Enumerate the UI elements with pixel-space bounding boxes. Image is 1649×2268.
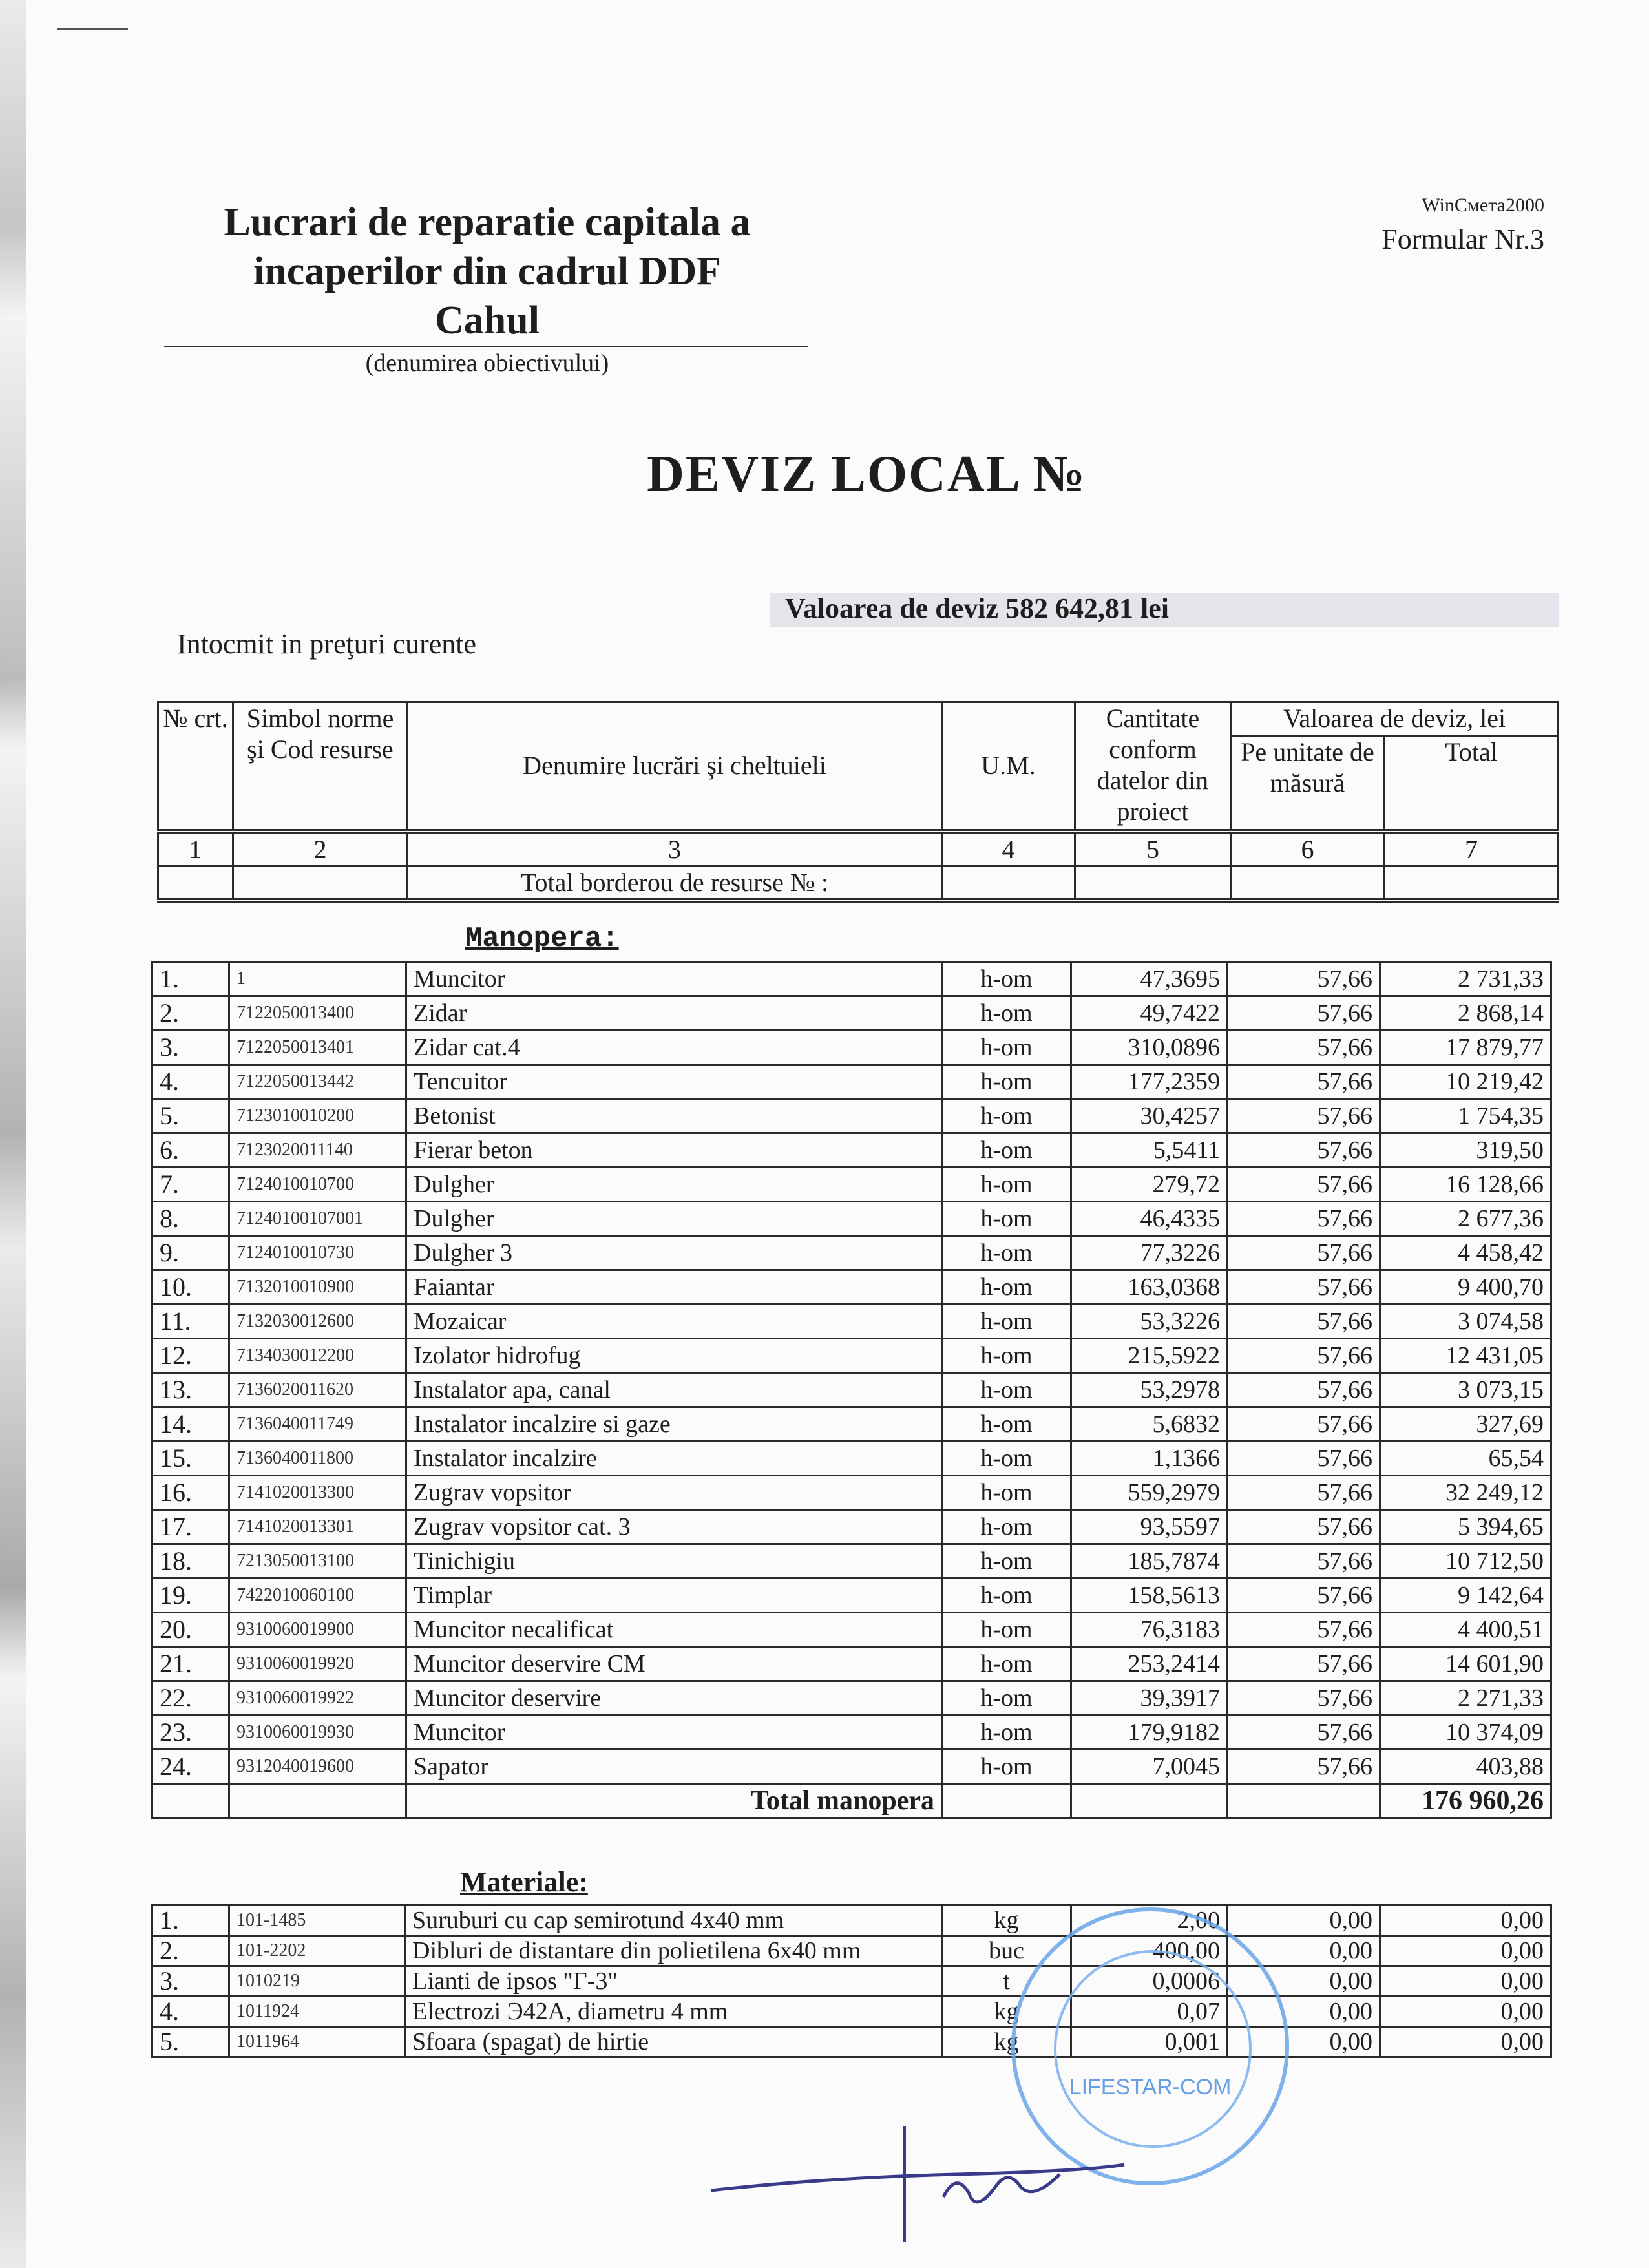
- total-value: 17 879,77: [1380, 1031, 1551, 1065]
- quantity: 2,00: [1071, 1906, 1228, 1936]
- total-value: 3 074,58: [1380, 1305, 1551, 1339]
- signature: [698, 2113, 1150, 2255]
- unit-price: 57,66: [1228, 1133, 1380, 1168]
- resource-code: 7213050013100: [229, 1544, 406, 1579]
- resource-code: 9310060019930: [229, 1716, 406, 1750]
- resource-code: 1: [229, 962, 406, 996]
- manopera-row: [152, 1065, 1551, 1099]
- col-header-unit-price: Pe unitate de măsură: [1231, 736, 1385, 832]
- quantity: 53,2978: [1071, 1373, 1228, 1407]
- unit-price: 57,66: [1228, 1442, 1380, 1476]
- unit: t: [942, 1966, 1071, 1997]
- col-number: 1: [158, 832, 233, 866]
- unit: h-om: [942, 1613, 1071, 1647]
- item-name: Sfoara (spagat) de hirtie: [405, 2027, 942, 2057]
- row-number: 23.: [152, 1716, 229, 1750]
- form-number: Formular Nr.3: [1381, 224, 1544, 255]
- manopera-row: [152, 962, 1551, 996]
- unit: h-om: [942, 1750, 1071, 1784]
- object-subtitle: (denumirea obiectivului): [365, 350, 609, 377]
- item-name: Mozaicar: [406, 1305, 942, 1339]
- total-value: 10 219,42: [1380, 1065, 1551, 1099]
- scan-edge-artifact: [0, 0, 26, 2268]
- col-header-value-group: Valoarea de deviz, lei: [1231, 702, 1559, 736]
- item-name: Dulgher: [406, 1168, 942, 1202]
- unit: buc: [942, 1936, 1071, 1966]
- item-name: Instalator apa, canal: [406, 1373, 942, 1407]
- resource-code: 7122050013401: [229, 1031, 406, 1065]
- resource-code: 1010219: [229, 1966, 405, 1997]
- unit-price: 57,66: [1228, 1236, 1380, 1270]
- total-value: 2 868,14: [1380, 996, 1551, 1031]
- row-number: 2.: [152, 996, 229, 1031]
- item-name: Muncitor necalificat: [406, 1613, 942, 1647]
- materiale-row: [152, 1906, 1551, 1936]
- quantity: 1,1366: [1071, 1442, 1228, 1476]
- resource-code: 1011964: [229, 2027, 405, 2057]
- total-value: 10 712,50: [1380, 1544, 1551, 1579]
- row-number: 3.: [152, 1031, 229, 1065]
- row-number: 9.: [152, 1236, 229, 1270]
- manopera-row: [152, 1579, 1551, 1613]
- unit-price: 57,66: [1228, 1750, 1380, 1784]
- unit-price: 57,66: [1228, 1339, 1380, 1373]
- unit: h-om: [942, 1065, 1071, 1099]
- item-name: Instalator incalzire: [406, 1442, 942, 1476]
- total-value: 2 731,33: [1380, 962, 1551, 996]
- unit: kg: [942, 1997, 1071, 2027]
- resource-code: 7124010010700: [229, 1168, 406, 1202]
- row-number: 19.: [152, 1579, 229, 1613]
- total-value: 0,00: [1380, 1997, 1551, 2027]
- quantity: 215,5922: [1071, 1339, 1228, 1373]
- unit-price: 57,66: [1228, 1579, 1380, 1613]
- resource-code: 9310060019920: [229, 1647, 406, 1681]
- row-number: 18.: [152, 1544, 229, 1579]
- item-name: Dulgher 3: [406, 1236, 942, 1270]
- unit: h-om: [942, 1305, 1071, 1339]
- resource-code: 7136020011620: [229, 1373, 406, 1407]
- unit-price: 57,66: [1228, 1270, 1380, 1305]
- resource-code: 7141020013301: [229, 1510, 406, 1544]
- item-name: Muncitor deservire: [406, 1681, 942, 1716]
- resource-code: 7122050013400: [229, 996, 406, 1031]
- unit-price: 57,66: [1228, 1407, 1380, 1442]
- software-name: WinСмета2000: [1422, 194, 1544, 216]
- item-name: Instalator incalzire si gaze: [406, 1407, 942, 1442]
- manopera-row: [152, 1613, 1551, 1647]
- unit-price: 57,66: [1228, 1373, 1380, 1407]
- scan-mark: [57, 28, 128, 30]
- unit: h-om: [942, 1544, 1071, 1579]
- object-title-line: incaperilor din cadrul DDF: [253, 249, 721, 293]
- total-value: 0,00: [1380, 1966, 1551, 1997]
- resource-code: 7136040011749: [229, 1407, 406, 1442]
- item-name: Tinichigiu: [406, 1544, 942, 1579]
- item-name: Zugrav vopsitor: [406, 1476, 942, 1510]
- unit-price: 0,00: [1228, 1906, 1380, 1936]
- row-number: 2.: [152, 1936, 229, 1966]
- unit: h-om: [942, 1202, 1071, 1236]
- quantity: 559,2979: [1071, 1476, 1228, 1510]
- row-number: 1.: [152, 1906, 229, 1936]
- total-value: 1 754,35: [1380, 1099, 1551, 1133]
- total-value: 2 271,33: [1380, 1681, 1551, 1716]
- total-value: 9 142,64: [1380, 1579, 1551, 1613]
- document-title: DEVIZ LOCAL №: [647, 446, 1086, 503]
- resource-code: 71240100107001: [229, 1202, 406, 1236]
- manopera-total-value: 176 960,26: [1380, 1784, 1551, 1818]
- materiale-row: [152, 1966, 1551, 1997]
- quantity: 279,72: [1071, 1168, 1228, 1202]
- manopera-row: [152, 1716, 1551, 1750]
- quantity: 179,9182: [1071, 1716, 1228, 1750]
- resource-code: 7134030012200: [229, 1339, 406, 1373]
- manopera-row: [152, 1031, 1551, 1065]
- total-value: 403,88: [1380, 1750, 1551, 1784]
- col-header-total: Total: [1385, 736, 1559, 832]
- item-name: Dulgher: [406, 1202, 942, 1236]
- quantity: 185,7874: [1071, 1544, 1228, 1579]
- resource-code: 7132010010900: [229, 1270, 406, 1305]
- manopera-row: [152, 1236, 1551, 1270]
- quantity: 7,0045: [1071, 1750, 1228, 1784]
- object-title-line: Lucrari de reparatie capitala a: [224, 200, 751, 244]
- col-number: 6: [1231, 832, 1385, 866]
- manopera-total-label: Total manopera: [406, 1784, 942, 1818]
- quantity: 0,0006: [1071, 1966, 1228, 1997]
- total-value: 4 400,51: [1380, 1613, 1551, 1647]
- item-name: Lianti de ipsos "Г-3": [405, 1966, 942, 1997]
- total-value: 5 394,65: [1380, 1510, 1551, 1544]
- quantity: 253,2414: [1071, 1647, 1228, 1681]
- row-number: 24.: [152, 1750, 229, 1784]
- total-value: 3 073,15: [1380, 1373, 1551, 1407]
- manopera-row: [152, 1202, 1551, 1236]
- unit: h-om: [942, 962, 1071, 996]
- resource-code: 101-2202: [229, 1936, 405, 1966]
- manopera-row: [152, 1133, 1551, 1168]
- item-name: Faiantar: [406, 1270, 942, 1305]
- unit: kg: [942, 1906, 1071, 1936]
- row-number: 15.: [152, 1442, 229, 1476]
- resource-code: 7124010010730: [229, 1236, 406, 1270]
- unit-price: 57,66: [1228, 996, 1380, 1031]
- col-number: 5: [1075, 832, 1231, 866]
- row-number: 10.: [152, 1270, 229, 1305]
- unit-price: 57,66: [1228, 1716, 1380, 1750]
- total-value: 0,00: [1380, 1906, 1551, 1936]
- quantity: 310,0896: [1071, 1031, 1228, 1065]
- unit: h-om: [942, 1510, 1071, 1544]
- row-number: 5.: [152, 1099, 229, 1133]
- resource-code: 7422010060100: [229, 1579, 406, 1613]
- unit: h-om: [942, 1407, 1071, 1442]
- total-value: 2 677,36: [1380, 1202, 1551, 1236]
- col-header-code: Simbol norme şi Cod resurse: [233, 702, 408, 832]
- row-number: 17.: [152, 1510, 229, 1544]
- item-name: Timplar: [406, 1579, 942, 1613]
- col-header-nr: № crt.: [158, 702, 233, 832]
- item-name: Muncitor: [406, 962, 942, 996]
- unit: h-om: [942, 1442, 1071, 1476]
- manopera-row: [152, 1305, 1551, 1339]
- manopera-row: [152, 1476, 1551, 1510]
- unit-price: 57,66: [1228, 1476, 1380, 1510]
- unit: h-om: [942, 1168, 1071, 1202]
- unit: h-om: [942, 1133, 1071, 1168]
- manopera-row: [152, 1373, 1551, 1407]
- unit: h-om: [942, 1031, 1071, 1065]
- quantity: 5,5411: [1071, 1133, 1228, 1168]
- unit: h-om: [942, 1339, 1071, 1373]
- unit: h-om: [942, 1236, 1071, 1270]
- col-number: 3: [408, 832, 942, 866]
- quantity: 49,7422: [1071, 996, 1228, 1031]
- manopera-row: [152, 1099, 1551, 1133]
- resource-code: 7132030012600: [229, 1305, 406, 1339]
- row-number: 13.: [152, 1373, 229, 1407]
- manopera-row: [152, 1544, 1551, 1579]
- materiale-row: [152, 1997, 1551, 2027]
- quantity: 163,0368: [1071, 1270, 1228, 1305]
- item-name: Sapator: [406, 1750, 942, 1784]
- quantity: 400,00: [1071, 1936, 1228, 1966]
- unit-price: 57,66: [1228, 1031, 1380, 1065]
- col-header-um: U.M.: [942, 702, 1075, 832]
- borderou-total-label: Total borderou de resurse № :: [408, 866, 942, 901]
- manopera-table: [151, 961, 1552, 1819]
- resource-code: 7141020013300: [229, 1476, 406, 1510]
- total-value: 0,00: [1380, 2027, 1551, 2057]
- unit-price: 57,66: [1228, 1681, 1380, 1716]
- materiale-table: [151, 1904, 1552, 2058]
- total-value: 32 249,12: [1380, 1476, 1551, 1510]
- quantity: 47,3695: [1071, 962, 1228, 996]
- item-name: Suruburi cu cap semirotund 4x40 mm: [405, 1906, 942, 1936]
- quantity: 77,3226: [1071, 1236, 1228, 1270]
- stamp-center-text: LIFESTAR-COM: [1069, 2075, 1232, 2099]
- header-table: [157, 701, 1559, 903]
- materiale-row: [152, 2027, 1551, 2057]
- quantity: 158,5613: [1071, 1579, 1228, 1613]
- quantity: 46,4335: [1071, 1202, 1228, 1236]
- row-number: 1.: [152, 962, 229, 996]
- unit-price: 57,66: [1228, 962, 1380, 996]
- col-header-name: Denumire lucrări şi cheltuieli: [408, 702, 942, 832]
- total-value: 16 128,66: [1380, 1168, 1551, 1202]
- manopera-row: [152, 1647, 1551, 1681]
- unit-price: 0,00: [1228, 1936, 1380, 1966]
- total-value: 319,50: [1380, 1133, 1551, 1168]
- unit: h-om: [942, 1373, 1071, 1407]
- unit: h-om: [942, 1579, 1071, 1613]
- unit: h-om: [942, 1681, 1071, 1716]
- manopera-row: [152, 1407, 1551, 1442]
- item-name: Betonist: [406, 1099, 942, 1133]
- unit-price: 57,66: [1228, 1613, 1380, 1647]
- unit-price: 57,66: [1228, 1099, 1380, 1133]
- resource-code: 7123010010200: [229, 1099, 406, 1133]
- resource-code: 9310060019922: [229, 1681, 406, 1716]
- row-number: 3.: [152, 1966, 229, 1997]
- col-header-quantity: Cantitate conform datelor din proiect: [1075, 702, 1231, 832]
- unit-price: 0,00: [1228, 1966, 1380, 1997]
- row-number: 22.: [152, 1681, 229, 1716]
- unit-price: 57,66: [1228, 1544, 1380, 1579]
- unit: h-om: [942, 996, 1071, 1031]
- quantity: 5,6832: [1071, 1407, 1228, 1442]
- unit: h-om: [942, 1476, 1071, 1510]
- section-label-manopera: Manopera:: [465, 923, 619, 955]
- resource-code: 101-1485: [229, 1906, 405, 1936]
- item-name: Muncitor: [406, 1716, 942, 1750]
- row-number: 7.: [152, 1168, 229, 1202]
- total-value: 9 400,70: [1380, 1270, 1551, 1305]
- unit: h-om: [942, 1716, 1071, 1750]
- unit-price: 57,66: [1228, 1168, 1380, 1202]
- unit-price: 57,66: [1228, 1647, 1380, 1681]
- manopera-row: [152, 1750, 1551, 1784]
- item-name: Zidar: [406, 996, 942, 1031]
- unit: kg: [942, 2027, 1071, 2057]
- object-title: [164, 198, 810, 345]
- item-name: Electrozi Э42A, diametru 4 mm: [405, 1997, 942, 2027]
- total-value: 65,54: [1380, 1442, 1551, 1476]
- row-number: 8.: [152, 1202, 229, 1236]
- unit-price: 0,00: [1228, 1997, 1380, 2027]
- unit: h-om: [942, 1099, 1071, 1133]
- unit-price: 57,66: [1228, 1202, 1380, 1236]
- row-number: 12.: [152, 1339, 229, 1373]
- row-number: 6.: [152, 1133, 229, 1168]
- quantity: 53,3226: [1071, 1305, 1228, 1339]
- resource-code: 7123020011140: [229, 1133, 406, 1168]
- item-name: Fierar beton: [406, 1133, 942, 1168]
- manopera-row: [152, 1168, 1551, 1202]
- manopera-row: [152, 1681, 1551, 1716]
- item-name: Muncitor deservire CM: [406, 1647, 942, 1681]
- row-number: 16.: [152, 1476, 229, 1510]
- quantity: 0,07: [1071, 1997, 1228, 2027]
- manopera-row: [152, 1442, 1551, 1476]
- quantity: 39,3917: [1071, 1681, 1228, 1716]
- row-number: 21.: [152, 1647, 229, 1681]
- manopera-total-row: [152, 1784, 1551, 1818]
- col-number: 4: [942, 832, 1075, 866]
- resource-code: 7136040011800: [229, 1442, 406, 1476]
- unit-price: 57,66: [1228, 1305, 1380, 1339]
- row-number: 4.: [152, 1997, 229, 2027]
- row-number: 14.: [152, 1407, 229, 1442]
- quantity: 177,2359: [1071, 1065, 1228, 1099]
- col-number: 7: [1385, 832, 1559, 866]
- row-number: 4.: [152, 1065, 229, 1099]
- col-number: 2: [233, 832, 408, 866]
- manopera-row: [152, 1270, 1551, 1305]
- item-name: Zidar cat.4: [406, 1031, 942, 1065]
- title-underline: [164, 346, 808, 347]
- total-value: 0,00: [1380, 1936, 1551, 1966]
- unit-price: 57,66: [1228, 1510, 1380, 1544]
- resource-code: 1011924: [229, 1997, 405, 2027]
- quantity: 0,001: [1071, 2027, 1228, 2057]
- manopera-row: [152, 1339, 1551, 1373]
- materiale-row: [152, 1936, 1551, 1966]
- item-name: Dibluri de distantare din polietilena 6x40 mm: [405, 1936, 942, 1966]
- total-value: 10 374,09: [1380, 1716, 1551, 1750]
- unit-price: 57,66: [1228, 1065, 1380, 1099]
- total-value: 4 458,42: [1380, 1236, 1551, 1270]
- resource-code: 9310060019900: [229, 1613, 406, 1647]
- item-name: Zugrav vopsitor cat. 3: [406, 1510, 942, 1544]
- total-value: 14 601,90: [1380, 1647, 1551, 1681]
- total-value: 327,69: [1380, 1407, 1551, 1442]
- section-label-materiale: Materiale:: [460, 1866, 588, 1898]
- quantity: 76,3183: [1071, 1613, 1228, 1647]
- row-number: 11.: [152, 1305, 229, 1339]
- manopera-row: [152, 1510, 1551, 1544]
- unit: h-om: [942, 1647, 1071, 1681]
- total-estimate-value: Valoarea de deviz 582 642,81 lei: [785, 593, 1169, 624]
- manopera-row: [152, 996, 1551, 1031]
- total-value: 12 431,05: [1380, 1339, 1551, 1373]
- row-number: 20.: [152, 1613, 229, 1647]
- resource-code: 7122050013442: [229, 1065, 406, 1099]
- quantity: 93,5597: [1071, 1510, 1228, 1544]
- item-name: Izolator hidrofug: [406, 1339, 942, 1373]
- resource-code: 9312040019600: [229, 1750, 406, 1784]
- row-number: 5.: [152, 2027, 229, 2057]
- item-name: Tencuitor: [406, 1065, 942, 1099]
- unit-price: 0,00: [1228, 2027, 1380, 2057]
- object-title-line: Cahul: [435, 299, 540, 342]
- prices-note: Intocmit in preţuri curente: [177, 628, 477, 660]
- unit: h-om: [942, 1270, 1071, 1305]
- quantity: 30,4257: [1071, 1099, 1228, 1133]
